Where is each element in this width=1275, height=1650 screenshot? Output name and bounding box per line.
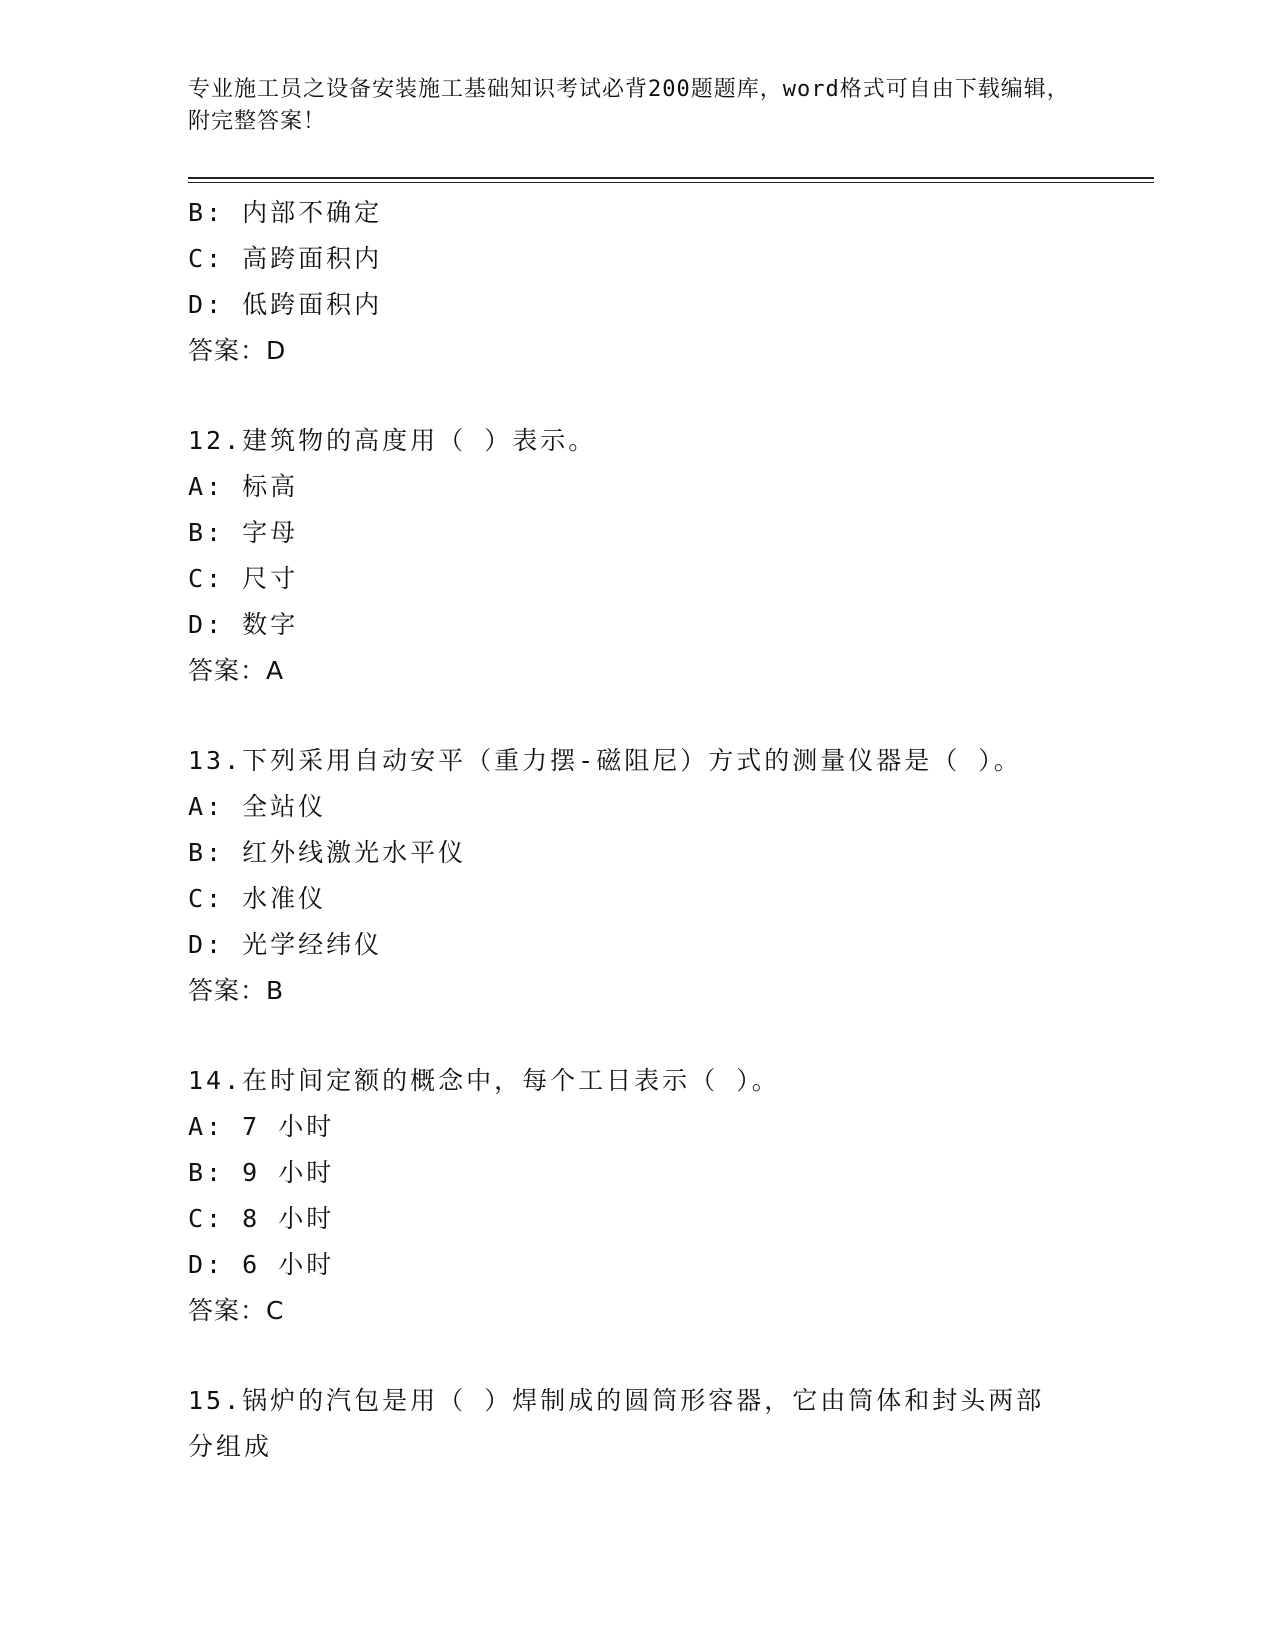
option-c: C: 8 小时 — [188, 1204, 335, 1233]
question-stem: 13.下列采用自动安平（重力摆-磁阻尼）方式的测量仪器是（ ）。 — [188, 746, 1022, 775]
answer-line: 答案：C — [188, 1296, 285, 1325]
question-list — [188, 190, 1088, 1470]
answer-line: 答案：A — [188, 656, 285, 685]
option-c: C: 水准仪 — [188, 884, 327, 913]
option-d: D: 数字 — [188, 610, 299, 639]
document-header: 专业施工员之设备安装施工基础知识考试必背200题题库，word格式可自由下载编辑，附完整答案！ — [188, 77, 1070, 134]
question-stem: 12.建筑物的高度用（ ）表示。 — [188, 426, 597, 455]
option-d: D: 低跨面积内 — [188, 290, 383, 319]
question-11-continued — [188, 190, 1088, 374]
answer-line: 答案：D — [188, 336, 287, 365]
option-d: D: 6 小时 — [188, 1250, 335, 1279]
question-13 — [188, 738, 1088, 1014]
option-b: B: 字母 — [188, 518, 299, 547]
header-divider-thick — [188, 177, 1154, 179]
option-b: B: 9 小时 — [188, 1158, 335, 1187]
question-stem: 15.锅炉的汽包是用（ ）焊制成的圆筒形容器，它由筒体和封头两部分组成 — [188, 1386, 1045, 1461]
option-c: C: 尺寸 — [188, 564, 299, 593]
option-b: B: 红外线激光水平仪 — [188, 838, 467, 867]
option-a: A: 标高 — [188, 472, 299, 501]
question-12 — [188, 418, 1088, 694]
question-14 — [188, 1058, 1088, 1334]
option-c: C: 高跨面积内 — [188, 244, 383, 273]
answer-line: 答案：B — [188, 976, 285, 1005]
header-divider-thin — [188, 182, 1154, 183]
option-d: D: 光学经纬仪 — [188, 930, 383, 959]
option-a: A: 全站仪 — [188, 792, 327, 821]
option-a: A: 7 小时 — [188, 1112, 335, 1141]
question-stem: 14.在时间定额的概念中，每个工日表示（ ）。 — [188, 1066, 780, 1095]
option-b: B: 内部不确定 — [188, 198, 383, 227]
question-15 — [188, 1378, 1088, 1470]
